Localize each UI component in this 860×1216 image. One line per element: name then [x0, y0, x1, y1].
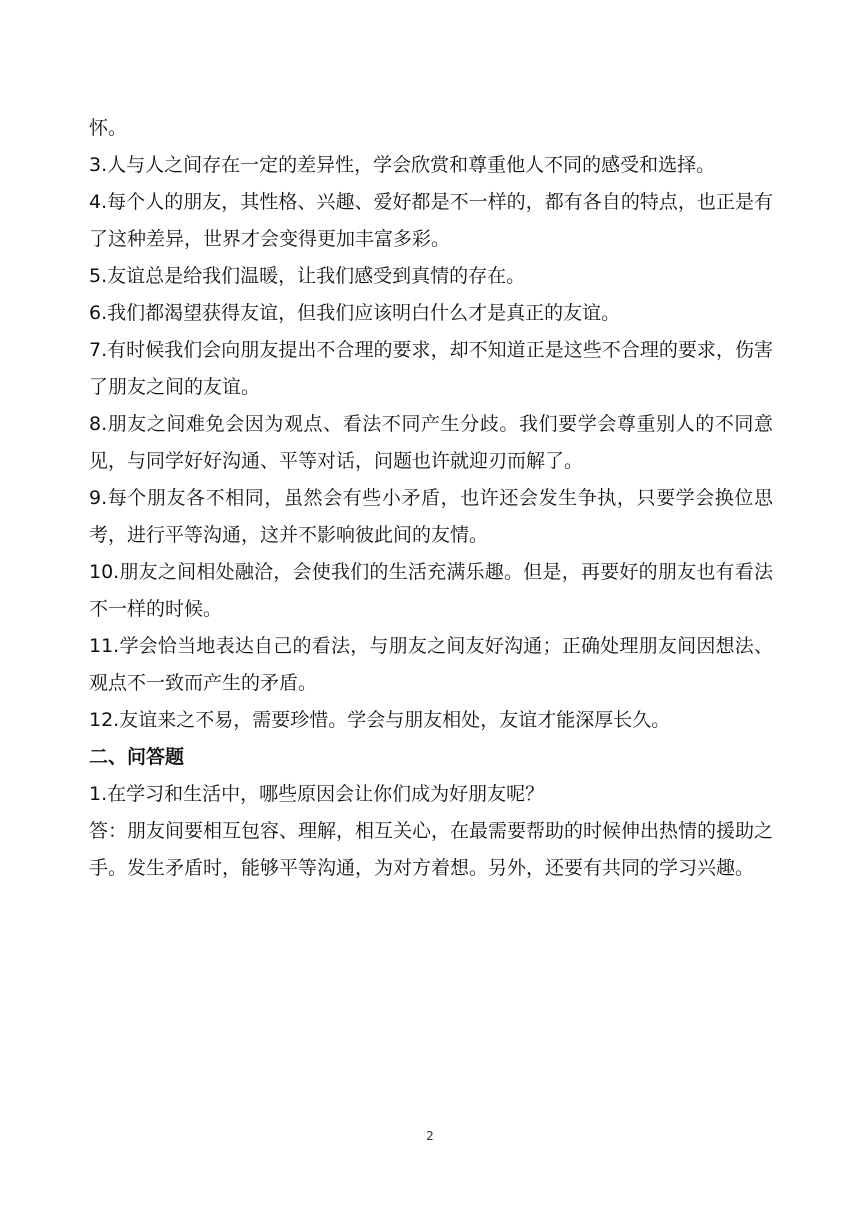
item-11: 11.学会恰当地表达自己的看法，与朋友之间友好沟通；正确处理朋友间因想法、观点不一致而产生的矛盾。: [89, 635, 773, 694]
item-6: 6.我们都渴望获得友谊，但我们应该明白什么才是真正的友谊。: [89, 302, 621, 324]
page-number: 2: [426, 1129, 434, 1143]
item-3: 3.人与人之间存在一定的差异性，学会欣赏和尊重他人不同的感受和选择。: [89, 154, 716, 176]
item-5: 5.友谊总是给我们温暖，让我们感受到真情的存在。: [89, 265, 526, 287]
paragraph-continuation: 怀。: [89, 117, 128, 139]
item-9: 9.每个朋友各不相同，虽然会有些小矛盾，也许还会发生争执，只要学会换位思考，进行平等沟通，这并不影响彼此间的友情。: [89, 487, 773, 546]
page-content: [89, 110, 773, 887]
item-7: 7.有时候我们会向朋友提出不合理的要求，却不知道正是这些不合理的要求，伤害了朋友之间的友谊。: [89, 339, 773, 398]
item-8: 8.朋友之间难免会因为观点、看法不同产生分歧。我们要学会尊重别人的不同意见，与同学好好沟通、平等对话，问题也许就迎刃而解了。: [89, 413, 773, 472]
section-heading: 二、问答题: [89, 746, 185, 768]
item-4: 4.每个人的朋友，其性格、兴趣、爱好都是不一样的，都有各自的特点，也正是有了这种差异，世界才会变得更加丰富多彩。: [89, 191, 773, 250]
item-10: 10.朋友之间相处融洽，会使我们的生活充满乐趣。但是，再要好的朋友也有看法不一样的时候。: [89, 561, 773, 620]
answer-1: 答：朋友间要相互包容、理解，相互关心，在最需要帮助的时候伸出热情的援助之手。发生矛盾时，能够平等沟通，为对方着想。另外，还要有共同的学习兴趣。: [89, 820, 774, 879]
question-1: 1.在学习和生活中，哪些原因会让你们成为好朋友呢？: [89, 783, 545, 805]
item-12: 12.友谊来之不易，需要珍惜。学会与朋友相处，友谊才能深厚长久。: [89, 709, 671, 731]
